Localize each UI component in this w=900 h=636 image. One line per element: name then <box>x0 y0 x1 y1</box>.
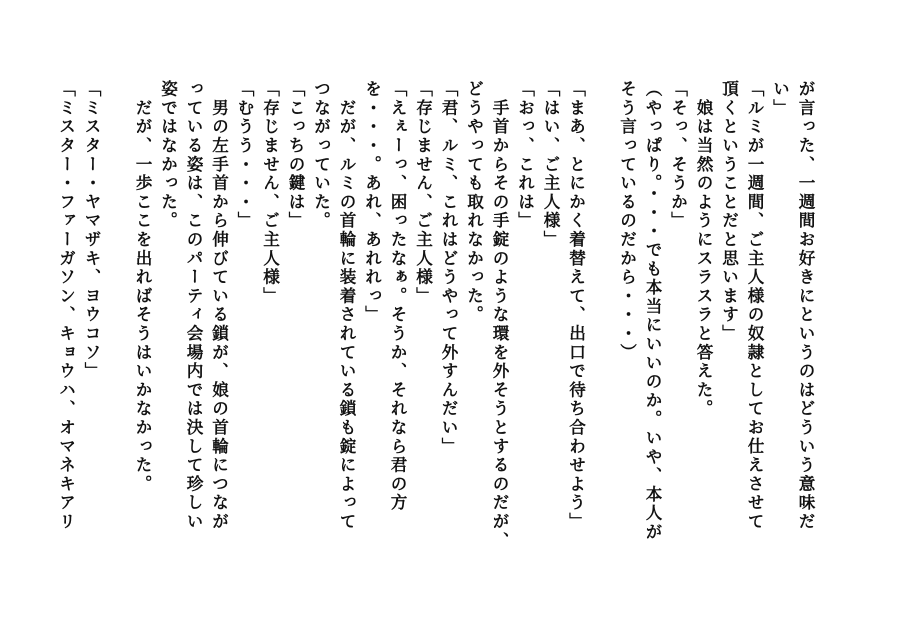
text-line: 「存じません、ご主人様」 <box>260 80 280 306</box>
text-line: だが、一歩ここを出ればそうはいかなかった。 <box>133 80 152 494</box>
text-line: 娘は当然のようにスラスラと答えた。 <box>694 80 713 419</box>
text-line: 「むうう・・・」 <box>235 80 254 231</box>
text-line: 「こっちの鍵は」 <box>286 80 305 231</box>
text-line: 手首からその手錠のような環を外そうとするのだが、 <box>490 80 509 550</box>
text-line: 「君、ルミ、これはどうやって外すんだい」 <box>439 80 458 456</box>
text-line: つながっていた。 <box>311 80 331 231</box>
text-line: 「ルミが一週間、ご主人様の奴隷としてお仕えさせて <box>745 80 764 532</box>
text-line: 「ミスター・ファーガソン、キョウハ、オマネキアリ <box>56 80 76 532</box>
vertical-text-block <box>53 80 818 560</box>
text-line: 「ミスター・ヤマザキ、ヨウコソ」 <box>82 80 101 381</box>
text-line: そう言っているのだから・・・） <box>617 80 637 362</box>
text-line: （やっぱり。・・・でも本当にいいのか。いや、本人が <box>643 80 662 542</box>
text-line: 男の左手首から伸びている鎖が、娘の首輪につなが <box>209 80 229 532</box>
text-line: い」 <box>770 80 790 118</box>
text-line: っている姿は、このパーティ会場内では決して珍しい <box>184 80 203 532</box>
text-line: 「まあ、とにかく着替えて、出口で待ち合わせよう」 <box>566 80 586 532</box>
text-line: 「そっ、そうか」 <box>668 80 688 231</box>
paragraph-gap <box>589 80 615 560</box>
text-line: だが、ルミの首輪に装着されている鎖も錠によって <box>337 80 356 532</box>
text-line: 頂くということだと思います」 <box>719 80 739 344</box>
text-line: 姿ではなかった。 <box>158 80 178 231</box>
text-line: 「存じません、ご主人様」 <box>413 80 433 306</box>
text-line: 「えぇーっ、困ったなぁ。そうか、それなら君の方 <box>388 80 407 513</box>
text-line: が言った、一週間お好きにというのはどういう意味だ <box>796 80 815 532</box>
paragraph-gap <box>104 80 130 560</box>
text-line: 「おっ、これは」 <box>515 80 535 231</box>
text-line: どうやっても取れなかった。 <box>464 80 484 325</box>
text-line: 「はい、ご主人様」 <box>541 80 560 250</box>
text-line: を・・・。あれ、あれれっ」 <box>362 80 382 325</box>
